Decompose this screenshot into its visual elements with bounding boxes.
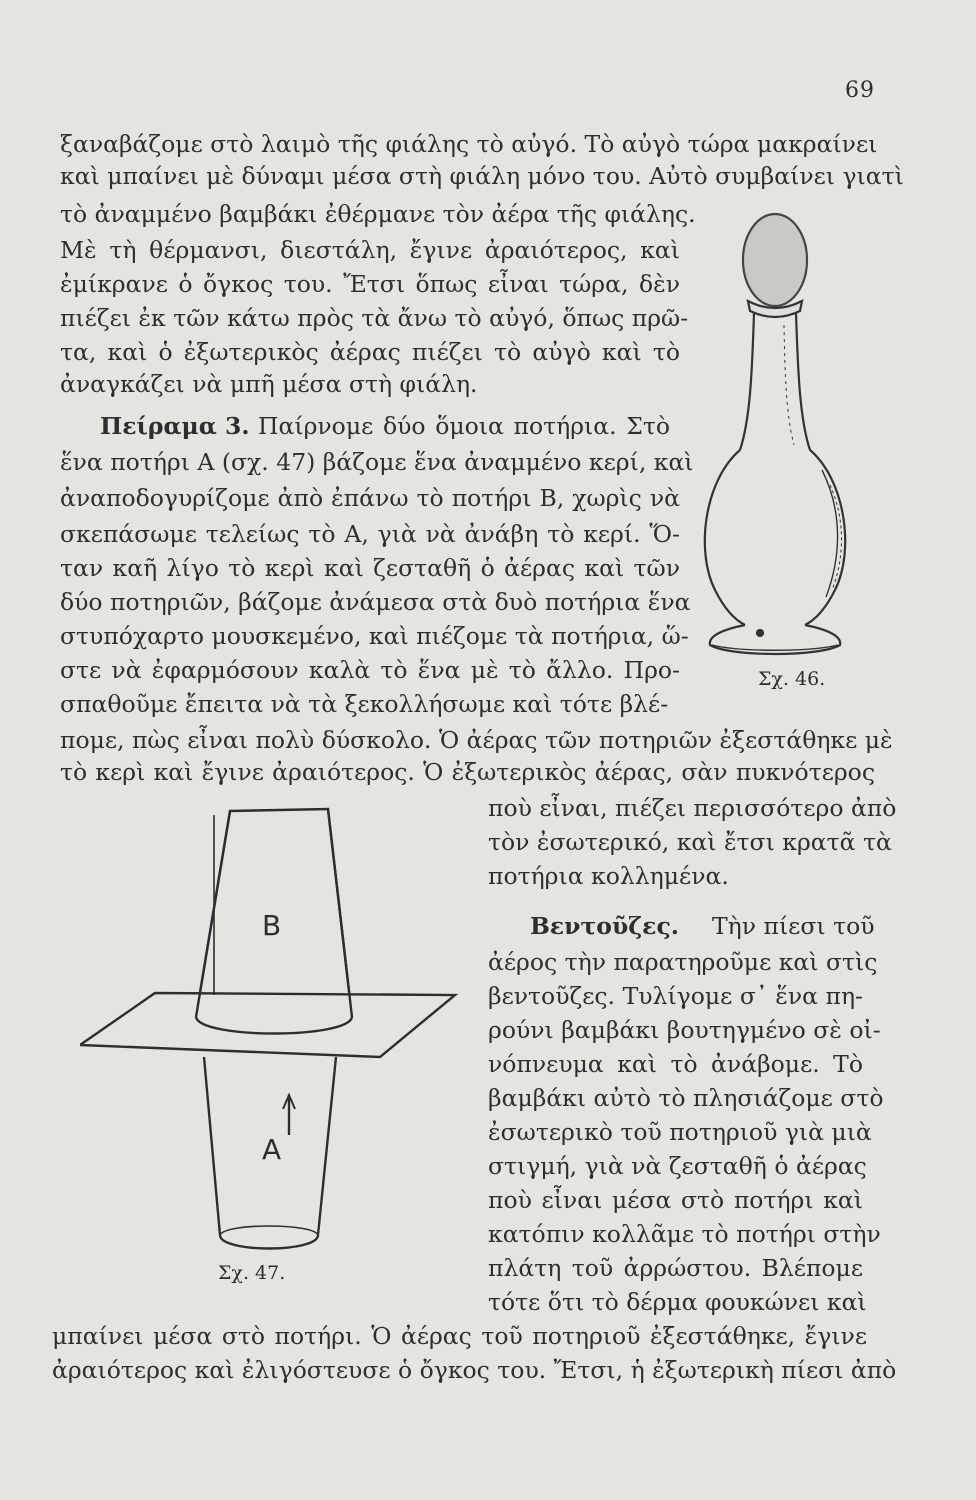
text-line: ξαναβάζομε στὸ λαιμὸ τῆς φιάλης τὸ αὐγό. Τὸ αὐγὸ τώρα μακραίνει [60, 130, 878, 158]
text-line: ἐσωτερικὸ τοῦ ποτηριοῦ γιὰ μιὰ [488, 1118, 872, 1146]
blotting-paper [80, 993, 455, 1057]
text-line: Τὴν πίεσι τοῦ [712, 912, 875, 940]
text-line: ἕνα ποτήρι Α (σχ. 47) βάζομε ἕνα ἀναμμένο κερί, καὶ [60, 448, 694, 476]
experiment-heading: Πείραμα 3. [100, 412, 250, 440]
text-line: στιγμή, γιὰ νὰ ζεσταθῆ ὁ ἀέρας [488, 1152, 867, 1180]
text-line: τότε ὅτι τὸ δέρμα φουκώνει καὶ [488, 1288, 867, 1316]
page-number: 69 [845, 78, 875, 103]
text-line: ταν καῆ λίγο τὸ κερὶ καὶ ζεσταθῆ ὁ ἀέρας καὶ τῶν [60, 554, 680, 582]
text-line: σπαθοῦμε ἔπειτα νὰ τὰ ξεκολλήσωμε καὶ τότε βλέ- [60, 690, 669, 718]
figure-47-caption: Σχ. 47. [218, 1262, 286, 1284]
text-line: τὸ ἀναμμένο βαμβάκι ἐθέρμανε τὸν ἀέρα τῆς φιάλης. [60, 200, 696, 228]
text-line: πλάτη τοῦ ἀρρώστου. Βλέπομε [488, 1254, 863, 1282]
text-line: πομε, πὼς εἶναι πολὺ δύσκολο. Ὁ ἀέρας τῶν ποτηριῶν ἐξεστάθηκε μὲ [60, 726, 893, 754]
text-line: τα, καὶ ὁ ἐξωτερικὸς ἀέρας πιέζει τὸ αὐγὸ καὶ τὸ [60, 338, 680, 366]
text-line: νόπνευμα καὶ τὸ ἀνάβομε. Τὸ [488, 1050, 863, 1078]
text-line: βαμβάκι αὐτὸ τὸ πλησιάζομε στὸ [488, 1084, 884, 1112]
text-line: ποτήρια κολλημένα. [488, 862, 729, 890]
text-line: στε νὰ ἐφαρμόσουν καλὰ τὸ ἕνα μὲ τὸ ἄλλο. Προ- [60, 656, 680, 684]
glass-label-a: Α [262, 1133, 282, 1166]
figure-46-caption: Σχ. 46. [758, 668, 826, 690]
text-line: κατόπιν κολλᾶμε τὸ ποτήρι στὴν [488, 1220, 881, 1248]
text-line: ρούνι βαμβάκι βουτηγμένο σὲ οἰ- [488, 1016, 881, 1044]
text-line: σκεπάσωμε τελείως τὸ Α, γιὰ νὰ ἀνάβη τὸ κερί. Ὅ- [60, 520, 680, 548]
text-line: Παίρνομε δύο ὅμοια ποτήρια. Στὸ [258, 412, 670, 440]
text-line: ποὺ εἶναι μέσα στὸ ποτήρι καὶ [488, 1186, 863, 1214]
suction-heading: Βεντοῦζες. [530, 912, 679, 940]
text-line: ἀέρος τὴν παρατηροῦμε καὶ στὶς [488, 948, 878, 976]
text-line: δύο ποτηριῶν, βάζομε ἀνάμεσα στὰ δυὸ ποτήρια ἕνα [60, 588, 691, 616]
figure-46-flask [690, 205, 865, 675]
text-line: ποὺ εἶναι, πιέζει περισσότερο ἀπὸ [488, 794, 897, 822]
text-line: μπαίνει μέσα στὸ ποτήρι. Ὁ ἀέρας τοῦ ποτηριοῦ ἐξεστάθηκε, ἔγινε [52, 1322, 867, 1350]
text-line: τὸ κερὶ καὶ ἔγινε ἀραιότερος. Ὁ ἐξωτερικὸς ἀέρας, σὰν πυκνότερος [60, 758, 875, 786]
text-line: καὶ μπαίνει μὲ δύναμι μέσα στὴ φιάλη μόνο του. Αὐτὸ συμβαίνει γιατὶ [60, 162, 904, 190]
text-line: ἀραιότερος καὶ ἐλιγόστευσε ὁ ὄγκος του. Ἔτσι, ἡ ἐξωτερικὴ πίεσι ἀπὸ [52, 1356, 897, 1384]
text-line: στυπόχαρτο μουσκεμένο, καὶ πιέζομε τὰ ποτήρια, ὥ- [60, 622, 689, 650]
text-line: ἐμίκρανε ὁ ὄγκος του. Ἔτσι ὅπως εἶναι τώρα, δὲν [60, 270, 680, 298]
text-line: πιέζει ἐκ τῶν κάτω πρὸς τὰ ἄνω τὸ αὐγό, ὅπως πρῶ- [60, 304, 689, 332]
text-line: ἀναγκάζει νὰ μπῆ μέσα στὴ φιάλη. [60, 370, 478, 398]
figure-47-glasses [80, 795, 470, 1275]
egg-shape [743, 214, 807, 306]
text-line: τὸν ἐσωτερικό, καὶ ἔτσι κρατᾶ τὰ [488, 828, 892, 856]
text-line: ἀναποδογυρίζομε ἀπὸ ἐπάνω τὸ ποτήρι Β, χωρὶς νὰ [60, 484, 680, 512]
text-line: Μὲ τὴ θέρμανσι, διεστάλη, ἔγινε ἀραιότερος, καὶ [60, 236, 680, 264]
text-line: βεντοῦζες. Τυλίγομε σ᾽ ἕνα πη- [488, 982, 863, 1010]
glass-label-b: Β [262, 909, 282, 942]
